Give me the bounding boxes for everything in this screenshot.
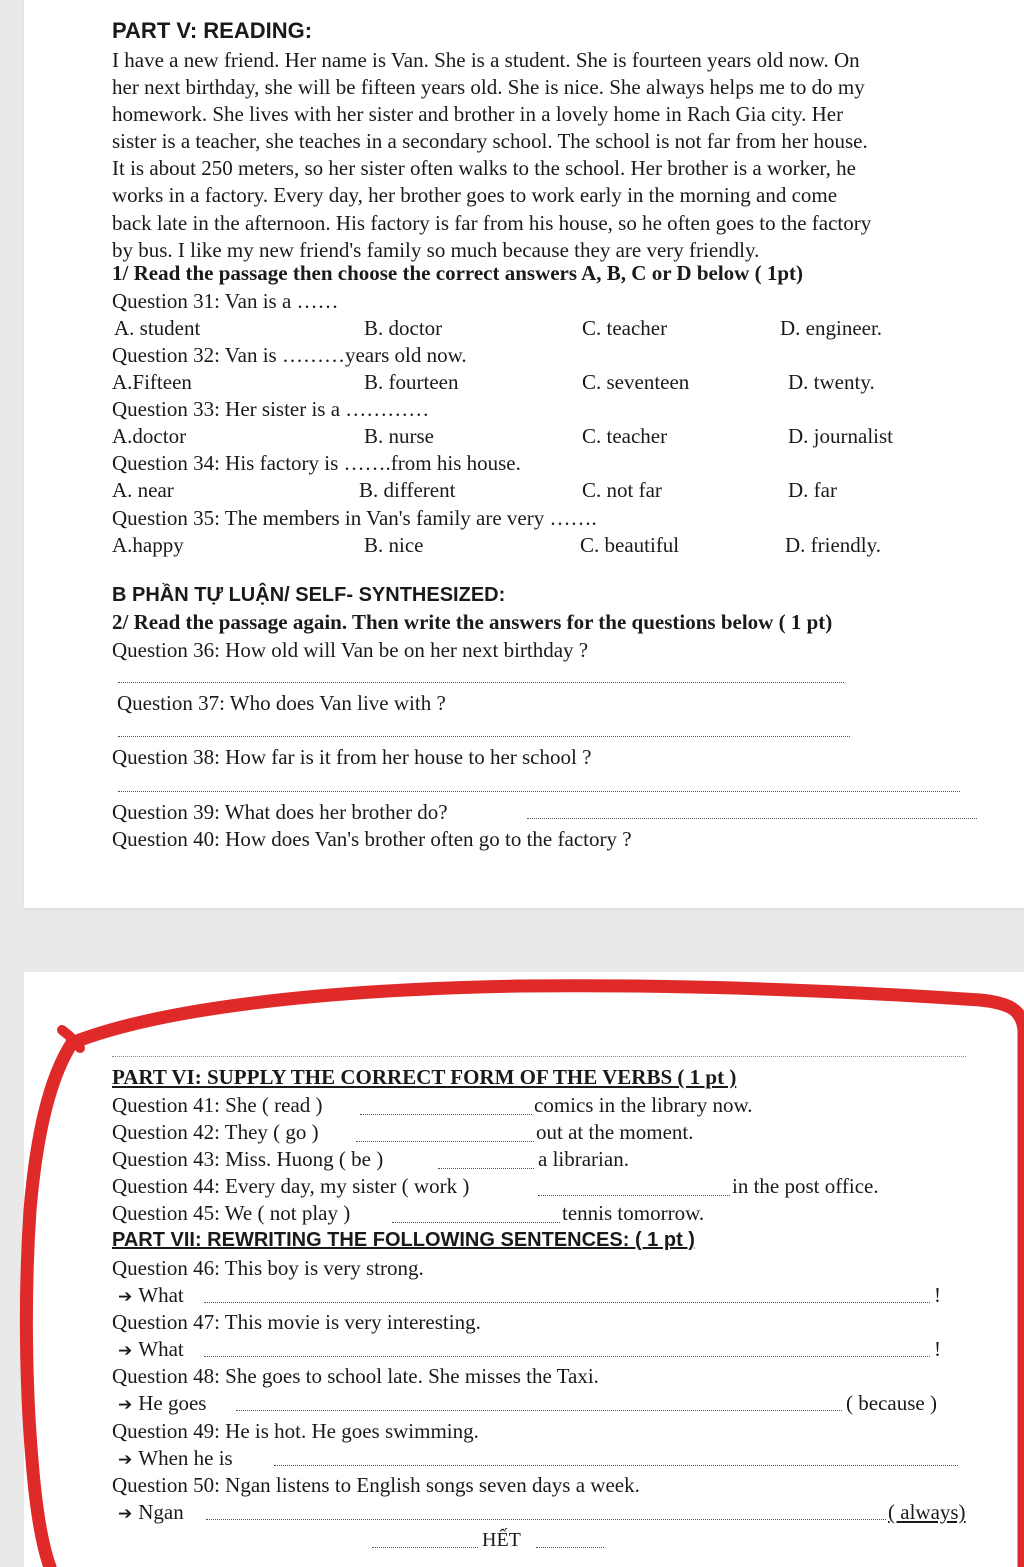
option-d[interactable]: D. far xyxy=(788,478,837,502)
option-c[interactable]: C. beautiful xyxy=(580,533,680,557)
option-b[interactable]: B. different xyxy=(359,478,456,502)
question-text: Question 44: Every day, my sister ( work ) xyxy=(112,1174,470,1198)
passage-line: I have a new friend. Her name is Van. She is a student. She is fourteen years old now. On xyxy=(112,48,860,72)
question-46: Question 46: This boy is very strong. xyxy=(112,1256,424,1280)
question-32: Question 32: Van is ………years old now. xyxy=(112,343,467,367)
question-49: Question 49: He is hot. He goes swimming. xyxy=(112,1419,479,1443)
question-tail: comics in the library now. xyxy=(534,1093,753,1117)
option-d[interactable]: D. engineer. xyxy=(780,316,883,340)
end-mark: HẾT xyxy=(482,1529,521,1551)
right-arrow-icon: ➔ xyxy=(118,1450,133,1470)
question-tail: a librarian. xyxy=(538,1147,629,1171)
question-31: Question 31: Van is a …… xyxy=(112,289,339,313)
question-38: Question 38: How far is it from her house to her school ? xyxy=(112,745,592,769)
passage-line: her next birthday, she will be fifteen years old. She is nice. She always helps me to do my xyxy=(112,75,865,100)
option-d[interactable]: D. journalist xyxy=(788,424,893,448)
question-50: Question 50: Ngan listens to English songs seven days a week. xyxy=(112,1473,640,1497)
passage-line: by bus. I like my new friend's family so much because they are very friendly. xyxy=(112,237,760,262)
option-b[interactable]: B. nice xyxy=(364,533,424,557)
rewrite-prompt: What xyxy=(138,1283,184,1307)
rewrite-prompt: When he is xyxy=(138,1446,233,1470)
part6-title: PART VI: SUPPLY THE CORRECT FORM OF THE VERBS ( 1 pt ) xyxy=(112,1065,737,1089)
right-arrow-icon: ➔ xyxy=(118,1287,133,1307)
passage-line: It is about 250 meters, so her sister often walks to the school. Her brother is a worker, he xyxy=(112,156,856,181)
annotation-stroke xyxy=(26,1043,72,1567)
option-d[interactable]: D. friendly. xyxy=(785,533,882,557)
question-36: Question 36: How old will Van be on her next birthday ? xyxy=(112,638,589,662)
option-b[interactable]: B. doctor xyxy=(364,316,443,340)
passage-line: works in a factory. Every day, her brother goes to work early in the morning and come xyxy=(112,183,838,208)
rewrite-hint: ( because ) xyxy=(846,1391,937,1415)
part7-title: PART VII: REWRITING THE FOLLOWING SENTENCES: ( 1 pt ) xyxy=(112,1229,695,1251)
question-35: Question 35: The members in Van's family are very ……. xyxy=(112,506,597,530)
question-47: Question 47: This movie is very interesting. xyxy=(112,1310,481,1334)
section1-heading: 1/ Read the passage then choose the correct answers A, B, C or D below ( 1pt) xyxy=(112,261,803,285)
rewrite-end: ! xyxy=(934,1283,941,1307)
option-c[interactable]: C. not far xyxy=(582,478,662,502)
passage-line: back late in the afternoon. His factory is far from his house, so he often goes to the factory xyxy=(112,210,872,235)
question-39: Question 39: What does her brother do? xyxy=(112,800,448,824)
right-arrow-icon: ➔ xyxy=(118,1341,133,1361)
passage-line: homework. She lives with her sister and brother in a lovely home in Rach Gia city. Her xyxy=(112,102,844,127)
question-33: Question 33: Her sister is a ………… xyxy=(112,397,430,421)
right-arrow-icon: ➔ xyxy=(118,1395,133,1415)
option-c[interactable]: C. teacher xyxy=(582,316,668,340)
right-arrow-icon: ➔ xyxy=(118,1504,133,1524)
option-a[interactable]: A. student xyxy=(114,316,201,340)
question-37: Question 37: Who does Van live with ? xyxy=(117,691,446,715)
question-tail: in the post office. xyxy=(732,1174,879,1198)
annotation-stroke xyxy=(72,986,1024,1567)
option-b[interactable]: B. nurse xyxy=(364,424,434,448)
rewrite-end: ! xyxy=(934,1337,941,1361)
section2-heading: 2/ Read the passage again. Then write the answers for the questions below ( 1 pt) xyxy=(112,610,833,634)
part5-title: PART V: READING: xyxy=(112,18,313,43)
passage-line: sister is a teacher, she teaches in a secondary school. The school is not far from her house. xyxy=(112,129,868,154)
option-c[interactable]: C. teacher xyxy=(582,424,668,448)
rewrite-hint: ( always) xyxy=(888,1500,966,1524)
option-d[interactable]: D. twenty. xyxy=(788,370,875,394)
option-a[interactable]: A.Fifteen xyxy=(112,370,192,394)
option-c[interactable]: C. seventeen xyxy=(582,370,690,394)
question-text: Question 42: They ( go ) xyxy=(112,1120,319,1144)
option-a[interactable]: A.doctor xyxy=(112,424,187,448)
question-text: Question 41: She ( read ) xyxy=(112,1093,323,1117)
option-a[interactable]: A. near xyxy=(112,478,174,502)
rewrite-prompt: He goes xyxy=(138,1391,207,1415)
question-48: Question 48: She goes to school late. She misses the Taxi. xyxy=(112,1364,599,1388)
question-text: Question 45: We ( not play ) xyxy=(112,1201,351,1225)
question-tail: tennis tomorrow. xyxy=(562,1201,705,1225)
question-34: Question 34: His factory is …….from his house. xyxy=(112,451,521,475)
rewrite-prompt: What xyxy=(138,1337,184,1361)
section-b-heading: B PHẦN TỰ LUẬN/ SELF- SYNTHESIZED: xyxy=(112,584,506,606)
option-a[interactable]: A.happy xyxy=(112,533,184,557)
option-b[interactable]: B. fourteen xyxy=(364,370,459,394)
question-40: Question 40: How does Van's brother often go to the factory ? xyxy=(112,827,632,851)
question-text: Question 43: Miss. Huong ( be ) xyxy=(112,1147,384,1171)
question-tail: out at the moment. xyxy=(536,1120,694,1144)
rewrite-prompt: Ngan xyxy=(138,1500,184,1524)
